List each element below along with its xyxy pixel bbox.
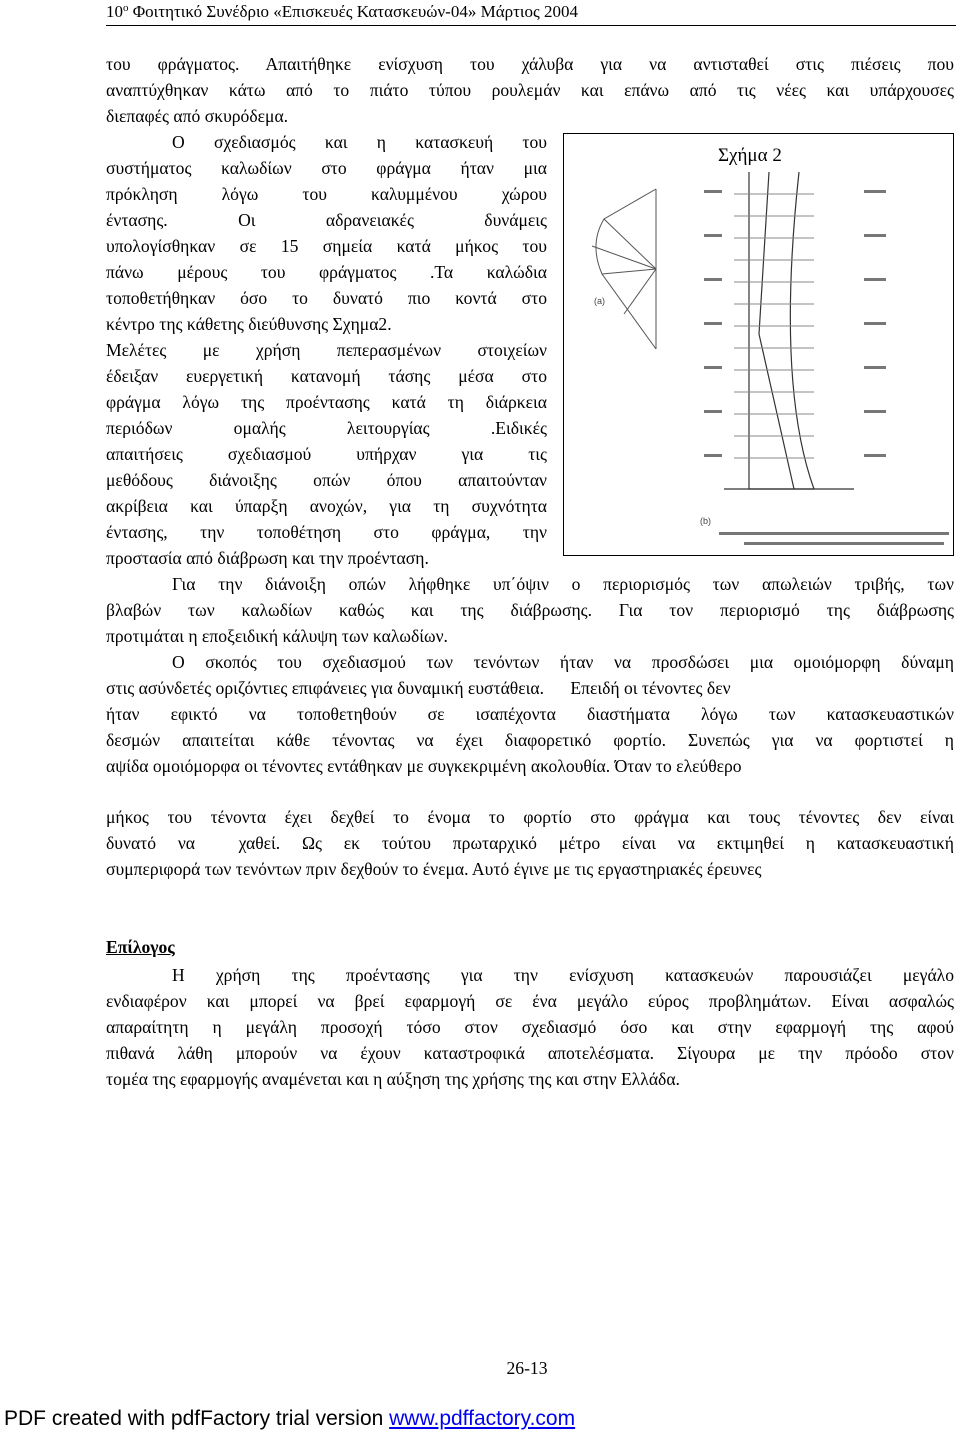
body-line: Η χρήση της προέντασης για την ενίσχυση κατασκευών παρουσιάζει μεγάλο (172, 965, 954, 985)
tendon-levels-icon (734, 194, 814, 458)
body-line: δεσμών απαιτείται κάθε τένοντας να έχει διαφορετικό φορτίο. Συνεπώς για να φορτιστεί η (106, 730, 954, 750)
body-line: πάνω μέρους του φράγματος .Τα καλώδια (106, 262, 547, 282)
panel-b-label: (b) (700, 516, 711, 526)
body-line: δυνατό να χαθεί. Ως εκ τούτου πρωταρχικό μέτρο είναι να εκτιμηθεί η κατασκευαστική (106, 833, 954, 853)
body-line: διεπαφές από σκυρόδεμα. (106, 106, 289, 126)
body-line: κέντρο της κάθετης διεύθυνσης Σχημα2. (106, 314, 392, 334)
body-line: συστήματος καλωδίων στο φράγμα ήταν μια (106, 158, 547, 178)
body-line: στις ασύνδετές οριζόντιες επιφάνειες για δυναμική ευστάθεια. Επειδή οι τένοντες δεν (106, 678, 731, 698)
body-line: απαιτήσεις σχεδιασμού υπήρχαν για τις (106, 444, 547, 464)
body-line: Ο σκοπός του σχεδιασμού των τενόντων ήταν να προσδώσει μια ομοιόμορφη δύναμη (172, 652, 954, 672)
dam-arch-plan-icon (596, 189, 656, 349)
pdf-footer (4, 1407, 575, 1431)
body-line: προστασία από διάβρωση και την προένταση. (106, 548, 429, 568)
body-line: τομέα της εφαρμογής αναμένεται και η αύξηση της χρήσης της και στην Ελλάδα. (106, 1069, 680, 1089)
header-superscript: ο (123, 2, 129, 14)
body-line: αναπτύχθηκαν κάτω από το πιάτο τύπου ρουλεμάν και επάνω από τις νέες και υπάρχουσες (106, 80, 954, 100)
body-line: απαραίτητη η μεγάλη προσοχή τόσο στον σχεδιασμό όσο και στην εφαρμογή της αφού (106, 1017, 954, 1037)
body-line: πρόκληση λόγω του καλυμμένου χώρου (106, 184, 547, 204)
running-header (106, 2, 956, 22)
body-line: προτιμάται η εποξειδική κάλυψη των καλωδίων. (106, 626, 448, 646)
panel-a-label: (a) (594, 296, 605, 306)
figure-caption: Σχήμα 2 (718, 145, 782, 166)
body-line: μήκος του τένοντα έχει δεχθεί το ένομα το φορτίο στο φράγμα και τους τένοντες δεν είναι (106, 807, 954, 827)
body-line: τοποθετήθηκαν όσο το δυνατό πιο κοντά στο (106, 288, 547, 308)
body-line: του φράγματος. Απαιτήθηκε ενίσχυση του χάλυβα για να αντισταθεί στις πιέσεις που (106, 54, 954, 74)
body-line: Ο σχεδιασμός και η κατασκευή του (172, 132, 547, 152)
body-line: ακρίβεια και ύπαρξη ανοχών, για τη συχνότητα (106, 496, 547, 516)
page-number: 26-13 (506, 1358, 548, 1378)
body-line: ήταν εφικτό να τοποθετηθούν σε ισαπέχοντα διαστήματα λόγω των κατασκευαστικών (106, 704, 954, 724)
figure-2-drawing (564, 134, 953, 555)
header-rule (106, 25, 956, 26)
figure-scale-marks-icon (704, 190, 949, 545)
body-line: βλαβών των καλωδίων καθώς και της διάβρωσης. Για τον περιορισμό της διάβρωσης (106, 600, 954, 620)
body-line: αψίδα ομοιόμορφα οι τένοντες εντάθηκαν με συγκεκριμένη ακολουθία. Όταν το ελεύθερο (106, 756, 742, 776)
body-line: μεθόδους διάνοιξης οπών όπου απαιτούνταν (106, 470, 547, 490)
body-line: έδειξαν ευεργετική κατανομή τάσης μέσα στο (106, 366, 547, 386)
header-title: Φοιτητικό Συνέδριο «Επισκευές Κατασκευών-04» Μάρτιος 2004 (128, 2, 578, 21)
figure-2 (563, 133, 954, 556)
body-line: περιόδων ομαλής λειτουργίας .Ειδικές (106, 418, 547, 438)
body-line: φράγμα λόγω της προέντασης κατά τη διάρκεια (106, 392, 547, 412)
header-number: 10 (106, 2, 123, 21)
body-line: συμπεριφορά των τενόντων πριν δεχθούν το ένεμα. Αυτό έγινε με τις εργαστηριακές έρευνες (106, 859, 762, 879)
body-line: Για την διάνοιξη οπών λήφθηκε υπ΄όψιν ο περιορισμός των απωλειών τριβής, των (172, 574, 954, 594)
section-heading: Επίλογος (106, 937, 175, 957)
body-line: ενδιαφέρον και μπορεί να βρεί εφαρμογή σε ένα μεγάλο εύρος προβλημάτων. Είναι ασφαλώς (106, 991, 954, 1011)
dam-section-icon (724, 172, 854, 489)
body-line: υπολογίσθηκαν σε 15 σημεία κατά μήκος του (106, 236, 547, 256)
pdf-footer-link[interactable]: www.pdffactory.com (389, 1407, 576, 1430)
body-line: Μελέτες με χρήση πεπερασμένων στοιχείων (106, 340, 547, 360)
body-line: πιθανά λάθη μπορούν να έχουν καταστροφικά αποτελέσματα. Σίγουρα με την πρόοδο στον (106, 1043, 954, 1063)
pdf-footer-text: PDF created with pdfFactory trial version (4, 1407, 390, 1430)
body-line: έντασης, την τοποθέτηση στο φράγμα, την (106, 522, 547, 542)
body-line: έντασης. Οι αδρανειακές δυνάμεις (106, 210, 547, 230)
